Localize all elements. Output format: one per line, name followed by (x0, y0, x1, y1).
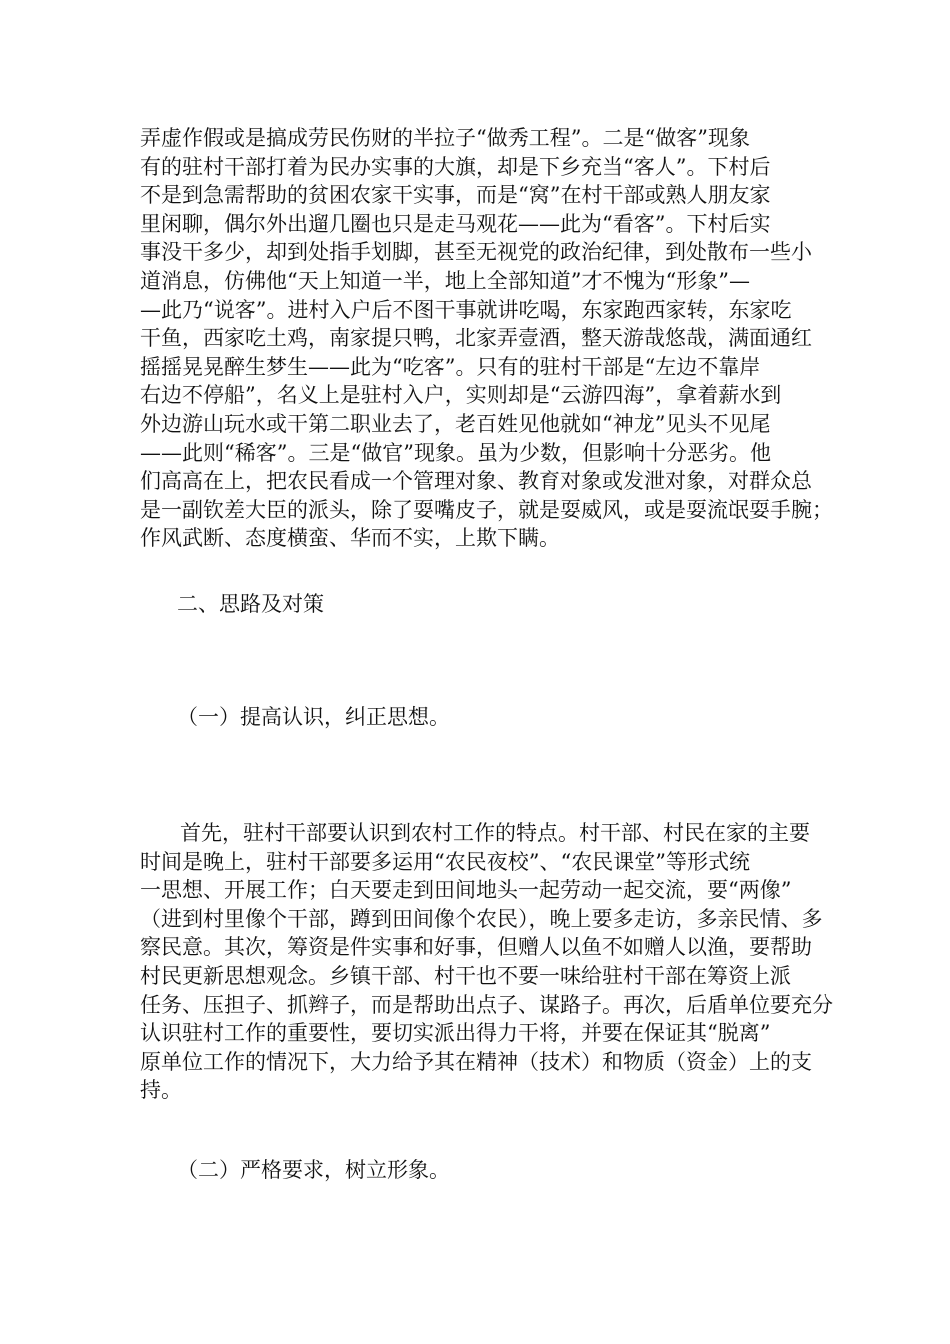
paragraph-line: 右边不停船”，名义上是驻村入户，实则却是“云游四海”，拿着薪水到 (140, 383, 782, 408)
paragraph-line: 摇摇晃晃醉生梦生——此为“吃客”。只有的驻村干部是“左边不靠岸 (140, 354, 761, 379)
paragraph-line: 一思想、开展工作；白天要走到田间地头一起劳动一起交流，要“两像” (140, 878, 792, 903)
paragraph-line: 原单位工作的情况下，大力给予其在精神（技术）和物质（资金）上的支 (140, 1049, 812, 1074)
paragraph-line: 村民更新思想观念。乡镇干部、村干也不要一味给驻村干部在筹资上派 (140, 963, 791, 988)
paragraph-line: ——此则“稀客”。三是“做官”现象。虽为少数，但影响十分恶劣。他 (140, 440, 771, 465)
paragraph-line: 有的驻村干部打着为民办实事的大旗，却是下乡充当“客人”。下村后 (140, 154, 771, 179)
paragraph-line: 作风武断、态度横蛮、华而不实，上欺下瞒。 (140, 526, 560, 551)
section-heading-thinking-and-countermeasures: 二、思路及对策 (177, 592, 324, 616)
paragraph-line: 道消息，仿佛他“天上知道一半，地上全部知道”才不愧为“形象”— (140, 268, 750, 293)
subsection-heading-strict-requirements: （二）严格要求，树立形象。 (177, 1158, 450, 1182)
body-paragraph-1 (140, 124, 833, 553)
paragraph-line: 首先，驻村干部要认识到农村工作的特点。村干部、村民在家的主要 (180, 821, 810, 845)
body-paragraph-2 (140, 819, 833, 1105)
paragraph-line: 任务、压担子、抓辫子，而是帮助出点子、谋路子。再次，后盾单位要充分 (140, 992, 833, 1017)
paragraph-line: （进到村里像个干部，蹲到田间像个农民），晚上要多走访，多亲民情、多 (140, 906, 823, 931)
paragraph-line: 们高高在上，把农民看成一个管理对象、教育对象或发泄对象，对群众总 (140, 469, 812, 494)
paragraph-line: 干鱼，西家吃土鸡，南家提只鸭，北家弄壹酒，整天游哉悠哉，满面通红 (140, 326, 812, 351)
paragraph-line: 外边游山玩水或干第二职业去了，老百姓见他就如“神龙”见头不见尾 (140, 411, 771, 436)
paragraph-line: 持。 (140, 1078, 182, 1103)
paragraph-line: —此乃“说客”。进村入户后不图干事就讲吃喝，东家跑西家转，东家吃 (140, 297, 792, 322)
paragraph-line: 时间是晚上，驻村干部要多运用“农民夜校”、“农民课堂”等形式统 (140, 849, 750, 874)
paragraph-line: 弄虚作假或是搞成劳民伤财的半拉子“做秀工程”。二是“做客”现象 (140, 126, 750, 150)
subsection-heading-raise-awareness: （一）提高认识，纠正思想。 (177, 705, 450, 729)
paragraph-line: 不是到急需帮助的贫困农家干实事，而是“窝”在村干部或熟人朋友家 (140, 183, 771, 208)
paragraph-line: 事没干多少，却到处指手划脚，甚至无视党的政治纪律，到处散布一些小 (140, 240, 812, 265)
paragraph-line: 认识驻村工作的重要性，要切实派出得力干将，并要在保证其“脱离” (140, 1021, 771, 1046)
paragraph-line: 察民意。其次，筹资是件实事和好事，但赠人以鱼不如赠人以渔，要帮助 (140, 935, 812, 960)
paragraph-line: 里闲聊，偶尔外出遛几圈也只是走马观花——此为“看客”。下村后实 (140, 211, 771, 236)
paragraph-line: 是一副钦差大臣的派头，除了耍嘴皮子，就是耍威风，或是耍流氓耍手腕； (140, 497, 833, 522)
